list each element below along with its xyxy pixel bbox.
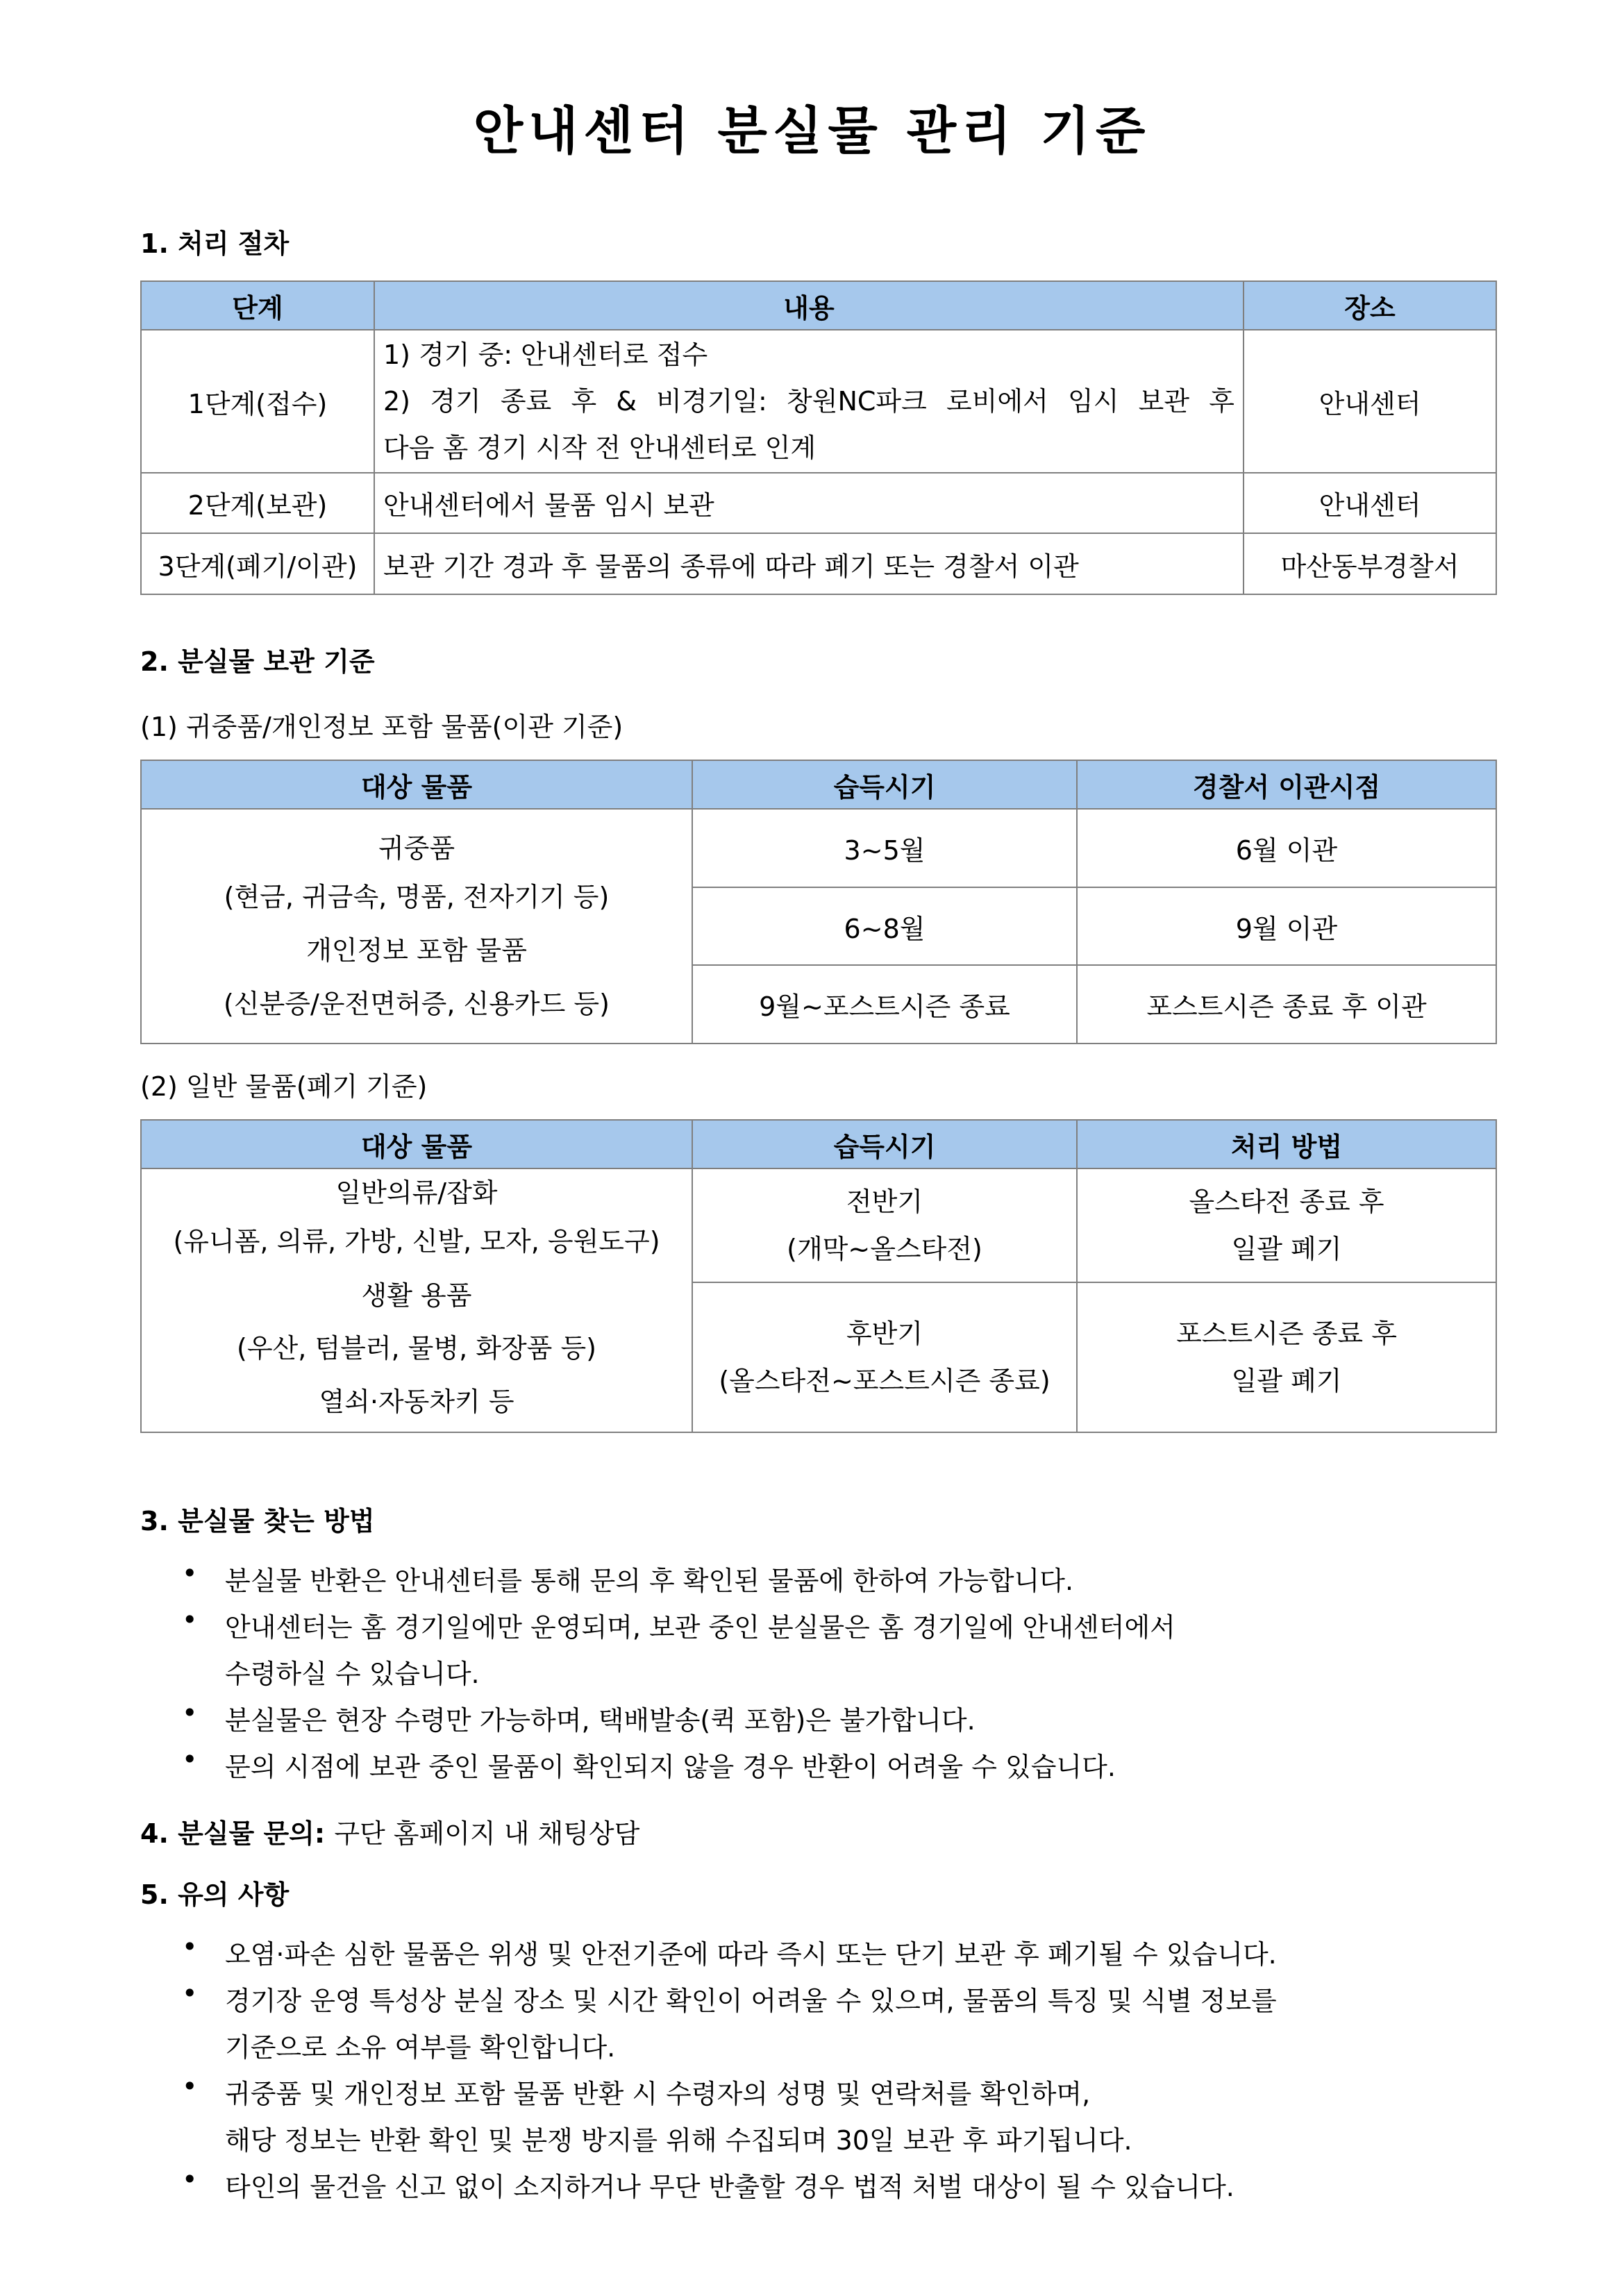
transfer-cell: 포스트시즌 종료 후 이관 (1077, 965, 1496, 1044)
list-item: • 안내센터는 홈 경기일에만 운영되며, 보관 중인 분실물은 홈 경기일에 안내센터에서 수령하실 수 있습니다. (182, 1604, 1175, 1689)
items-cell (141, 809, 692, 1044)
bullet-icon: • (182, 1558, 198, 1589)
header-items: 대상 물품 (141, 760, 692, 809)
period-line: (올스타전~포스트시즌 종료) (719, 1365, 1050, 1396)
method-cell (1077, 1282, 1496, 1432)
item-line: 개인정보 포함 물품 (306, 935, 527, 966)
item-line: 열쇠·자동차키 등 (319, 1386, 514, 1417)
header-method: 처리 방법 (1077, 1120, 1496, 1168)
table-row (141, 533, 1496, 594)
section4-label: 4. 분실물 문의: (140, 1818, 326, 1849)
table-row (141, 1168, 1496, 1282)
table-row (141, 809, 1496, 887)
period-cell: 3~5월 (692, 809, 1077, 887)
header-items: 대상 물품 (141, 1120, 692, 1168)
list-item: • 오염·파손 심한 물품은 위생 및 안전기준에 따라 즉시 또는 단기 보관 후 폐기될 수 있습니다. (182, 1932, 1277, 1970)
list-item: • 경기장 운영 특성상 분실 장소 및 시간 확인이 어려울 수 있으며, 물품의 특징 및 식별 정보를 기준으로 소유 여부를 확인합니다. (182, 1978, 1277, 2063)
table-row (141, 330, 1496, 473)
place-cell: 안내센터 (1244, 473, 1496, 533)
place-cell: 안내센터 (1244, 330, 1496, 473)
section3-heading: 3. 분실물 찾는 방법 (140, 1506, 375, 1536)
header-transfer: 경찰서 이관시점 (1077, 760, 1496, 809)
bullet-icon: • (182, 2164, 198, 2195)
content-line: 다음 홈 경기 시작 전 안내센터로 인계 (383, 432, 817, 463)
procedure-table (140, 280, 1497, 595)
section5-bullets (182, 1932, 1487, 2211)
item-line: (현금, 귀금속, 명품, 전자기기 등) (224, 882, 610, 912)
section4-heading (140, 1812, 639, 1850)
period-cell: 9월~포스트시즌 종료 (692, 965, 1077, 1044)
stage-cell: 1단계(접수) (141, 330, 374, 473)
stage-cell: 3단계(폐기/이관) (141, 533, 374, 594)
section3-bullets (182, 1558, 1487, 1791)
general-items-table (140, 1119, 1497, 1433)
list-item: • 문의 시점에 보관 중인 물품이 확인되지 않을 경우 반환이 어려울 수 있습니다. (182, 1744, 1116, 1782)
item-line: 귀중품 (378, 833, 455, 864)
list-item: • 귀중품 및 개인정보 포함 물품 반환 시 수령자의 성명 및 연락처를 확인하며, 해당 정보는 반환 확인 및 분쟁 방지를 위해 수집되며 30일 보관 후 파기됩니다. (182, 2071, 1132, 2156)
content-cell: 안내센터에서 물품 임시 보관 (374, 473, 1244, 533)
stage-cell: 2단계(보관) (141, 473, 374, 533)
bullet-icon: • (182, 1698, 198, 1728)
method-line: 포스트시즌 종료 후 (1176, 1318, 1397, 1349)
list-item: • 분실물 반환은 안내센터를 통해 문의 후 확인된 물품에 한하여 가능합니다. (182, 1558, 1074, 1596)
period-cell (692, 1282, 1077, 1432)
section1-heading: 1. 처리 절차 (140, 228, 290, 259)
items-cell (141, 1168, 692, 1432)
header-stage: 단계 (141, 281, 374, 330)
header-period: 습득시기 (692, 1120, 1077, 1168)
period-line: 후반기 (846, 1318, 923, 1349)
method-cell (1077, 1168, 1496, 1282)
sub1-title: (1) 귀중품/개인정보 포함 물품(이관 기준) (140, 712, 623, 742)
section5-heading: 5. 유의 사항 (140, 1879, 290, 1910)
list-item: • 분실물은 현장 수령만 가능하며, 택배발송(퀵 포함)은 불가합니다. (182, 1698, 976, 1736)
table-row (141, 473, 1496, 533)
bullet-icon: • (182, 1932, 198, 1962)
period-cell (692, 1168, 1077, 1282)
page-title: 안내센터 분실물 관리 기준 (473, 101, 1151, 161)
bullet-icon: • (182, 1744, 198, 1775)
section2-heading: 2. 분실물 보관 기준 (140, 646, 375, 677)
content-cell: 보관 기간 경과 후 물품의 종류에 따라 폐기 또는 경찰서 이관 (374, 533, 1244, 594)
period-line: (개막~올스타전) (787, 1233, 982, 1264)
sub2-title: (2) 일반 물품(폐기 기준) (140, 1071, 428, 1102)
bullet-icon: • (182, 1604, 198, 1635)
section4-text: 구단 홈페이지 내 채팅상담 (334, 1818, 640, 1849)
item-line: (우산, 텀블러, 물병, 화장품 등) (237, 1333, 596, 1364)
bullet-icon: • (182, 1978, 198, 2009)
header-content: 내용 (374, 281, 1244, 330)
list-item: • 타인의 물건을 신고 없이 소지하거나 무단 반출할 경우 법적 처벌 대상이 될 수 있습니다. (182, 2164, 1234, 2202)
header-place: 장소 (1244, 281, 1496, 330)
method-line: 일괄 폐기 (1231, 1233, 1342, 1264)
content-line: 2) 경기 종료 후 & 비경기일: 창원NC파크 로비에서 임시 보관 후 (383, 385, 1234, 417)
transfer-cell: 6월 이관 (1077, 809, 1496, 887)
transfer-cell: 9월 이관 (1077, 887, 1496, 965)
content-cell (374, 330, 1244, 473)
header-period: 습득시기 (692, 760, 1077, 809)
valuables-table (140, 760, 1497, 1044)
content-line: 1) 경기 중: 안내센터로 접수 (383, 339, 708, 370)
item-line: (유니폼, 의류, 가방, 신발, 모자, 응원도구) (173, 1226, 660, 1257)
item-line: (신분증/운전면허증, 신용카드 등) (224, 989, 610, 1019)
item-line: 일반의류/잡화 (335, 1178, 498, 1208)
period-cell: 6~8월 (692, 887, 1077, 965)
period-line: 전반기 (846, 1186, 923, 1217)
bullet-icon: • (182, 2071, 198, 2102)
place-cell: 마산동부경찰서 (1244, 533, 1496, 594)
method-line: 올스타전 종료 후 (1189, 1186, 1384, 1217)
item-line: 생활 용품 (361, 1280, 472, 1311)
method-line: 일괄 폐기 (1231, 1365, 1342, 1396)
